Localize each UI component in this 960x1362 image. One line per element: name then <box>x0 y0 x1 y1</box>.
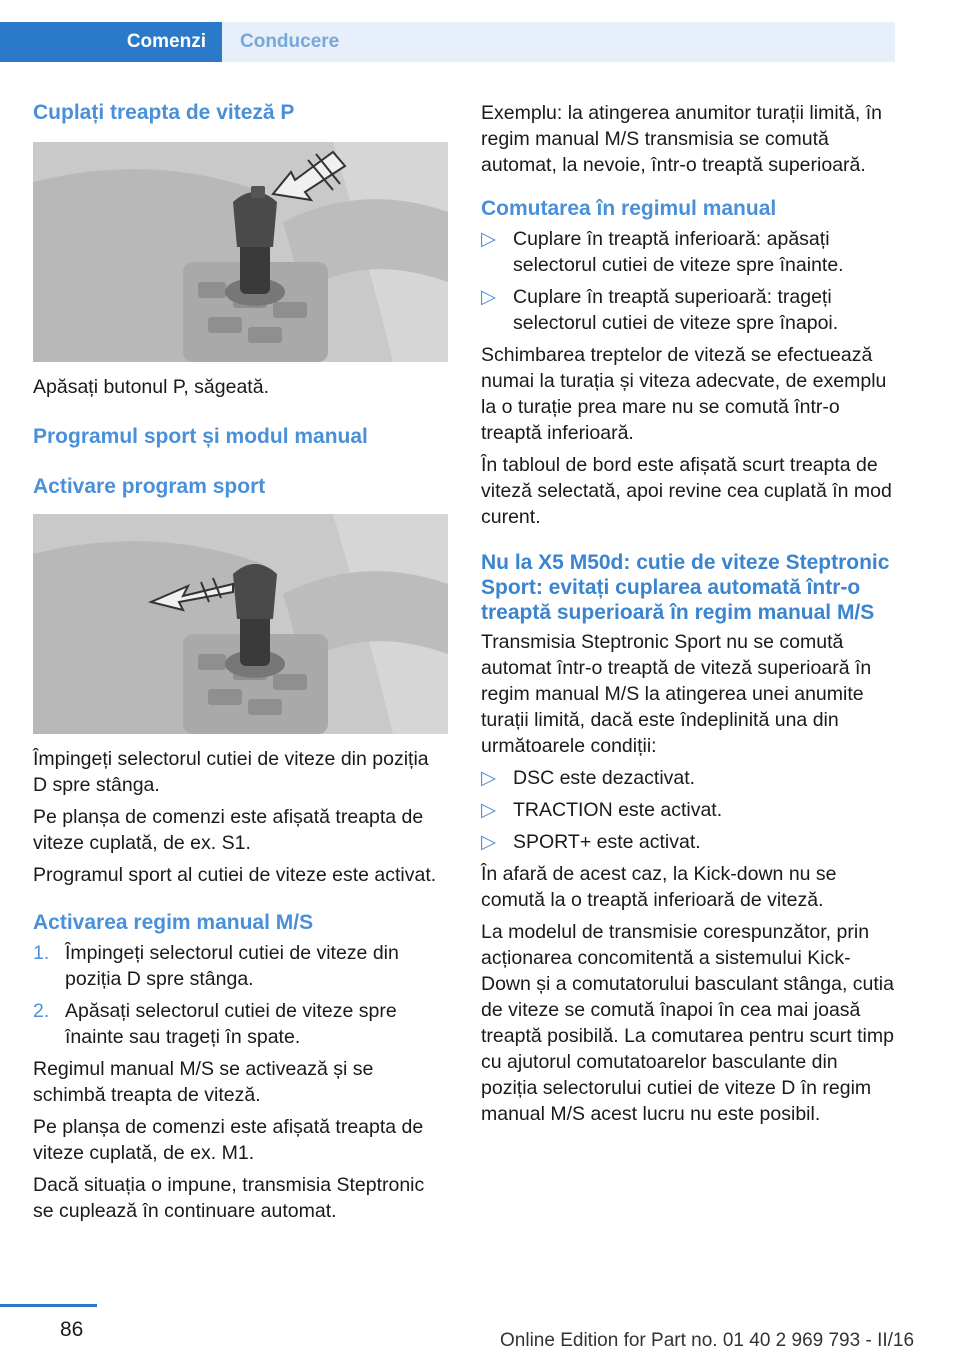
manual-steps-list <box>33 940 448 1050</box>
page-number: 86 <box>60 1318 84 1341</box>
step-text: Apăsați selectorul cutiei de viteze spre înainte sau trageți în spate. <box>65 1000 397 1048</box>
heading-x5: Nu la X5 M50d: cutie de viteze Steptronic Sport: evitați cuplarea automată într-o treaptă superioară în regim manual M/S <box>481 551 890 624</box>
gear-selector-left-illustration <box>33 514 448 734</box>
tab-comenzi[interactable]: Comenzi <box>0 22 222 62</box>
footer-accent-line <box>0 1304 97 1307</box>
text-kickdown: În afară de acest caz, la Kick-down nu se comută la o treaptă inferioară de viteză. <box>481 863 837 911</box>
step-text: Împingeți selectorul cutiei de viteze din poziția D spre stânga. <box>65 942 399 990</box>
item-text: Cuplare în treaptă inferioară: apăsați selectorul cutiei de viteze spre înainte. <box>513 228 844 276</box>
switch-list <box>481 226 895 336</box>
triangle-bullet-icon: ▷ <box>481 831 496 853</box>
step-number: 2. <box>33 1000 50 1022</box>
heading-switch: Comutarea în regimul manual <box>481 197 777 220</box>
heading-sport-activate: Activare program sport <box>33 475 266 498</box>
item-text: DSC este dezactivat. <box>513 767 696 789</box>
item-text: SPORT+ este activat. <box>513 831 701 853</box>
heading-park: Cuplați treapta de viteză P <box>33 101 295 124</box>
text-display-m1: Pe planșa de comenzi este afișată treapta de viteze cuplată, de ex. M1. <box>33 1116 424 1164</box>
triangle-bullet-icon: ▷ <box>481 228 496 250</box>
text-push-left: Împingeți selectorul cutiei de viteze din poziția D spre stânga. <box>33 748 429 796</box>
heading-manual: Activarea regim manual M/S <box>33 911 314 934</box>
list-item <box>33 998 448 1050</box>
list-item <box>481 284 895 336</box>
left-column <box>33 100 448 1224</box>
heading-sport-manual: Programul sport și modul manual <box>33 425 368 448</box>
edition-footer: Online Edition for Part no. 01 40 2 969 793 - II/16 <box>500 1330 915 1351</box>
list-item <box>481 797 895 823</box>
text-press-p: Apăsați butonul P, săgeată. <box>33 376 269 398</box>
text-display-s1: Pe planșa de comenzi este afișată treapta de viteze cuplată, de ex. S1. <box>33 806 424 854</box>
header-tabs <box>0 22 895 62</box>
item-text: Cuplare în treaptă superioară: trageți selectorul cutiei de viteze spre înapoi. <box>513 286 839 334</box>
list-item <box>481 226 895 278</box>
list-item <box>481 765 895 791</box>
text-example: Exemplu: la atingerea anumitor turații limită, în regim manual M/S transmisia se comută automat, la nevoie, într-o treaptă superioară. <box>481 102 883 176</box>
list-item <box>33 940 448 992</box>
conditions-list <box>481 765 895 855</box>
tab-conducere[interactable]: Conducere <box>222 22 895 62</box>
text-model: La modelul de transmisie corespunzător, prin acționarea concomitentă a sistemului Kick-Down și a comutatorului basculant stânga, cutia de viteze se comută înapoi în cea mai joasă treaptă posibilă. La comutarea pentru scurt timp cu ajutorul comutatoarelor basculante din poziția selectorului cutiei de viteze D în regim manual M/S acest lucru nu este posibil. <box>481 921 894 1125</box>
list-item <box>481 829 895 855</box>
text-dash: În tabloul de bord este afișată scurt treapta de viteză selectată, apoi revine cea cuplată în mod curent. <box>481 454 892 528</box>
text-manual-active: Regimul manual M/S se activează și se schimbă treapta de viteză. <box>33 1058 374 1106</box>
triangle-bullet-icon: ▷ <box>481 767 496 789</box>
step-number: 1. <box>33 942 50 964</box>
text-sport-active: Programul sport al cutiei de viteze este activat. <box>33 864 437 886</box>
triangle-bullet-icon: ▷ <box>481 799 496 821</box>
text-shift: Schimbarea treptelor de viteză se efectuează numai la turația și viteza adecvate, de exemplu la o turație prea mare nu se comută într-o treaptă inferioară. <box>481 344 887 444</box>
triangle-bullet-icon: ▷ <box>481 286 496 308</box>
text-sport-trans: Transmisia Steptronic Sport nu se comută automat într-o treaptă de viteză superioară în regim manual M/S la atingerea unei anumite turații limită, dacă este îndeplinită una din următoarele condiții: <box>481 631 872 757</box>
gear-selector-park-illustration <box>33 142 448 362</box>
text-auto-continue: Dacă situația o impune, transmisia Steptronic se cuplează în continuare automat. <box>33 1174 425 1222</box>
item-text: TRACTION este activat. <box>513 799 723 821</box>
right-column <box>481 100 895 1127</box>
